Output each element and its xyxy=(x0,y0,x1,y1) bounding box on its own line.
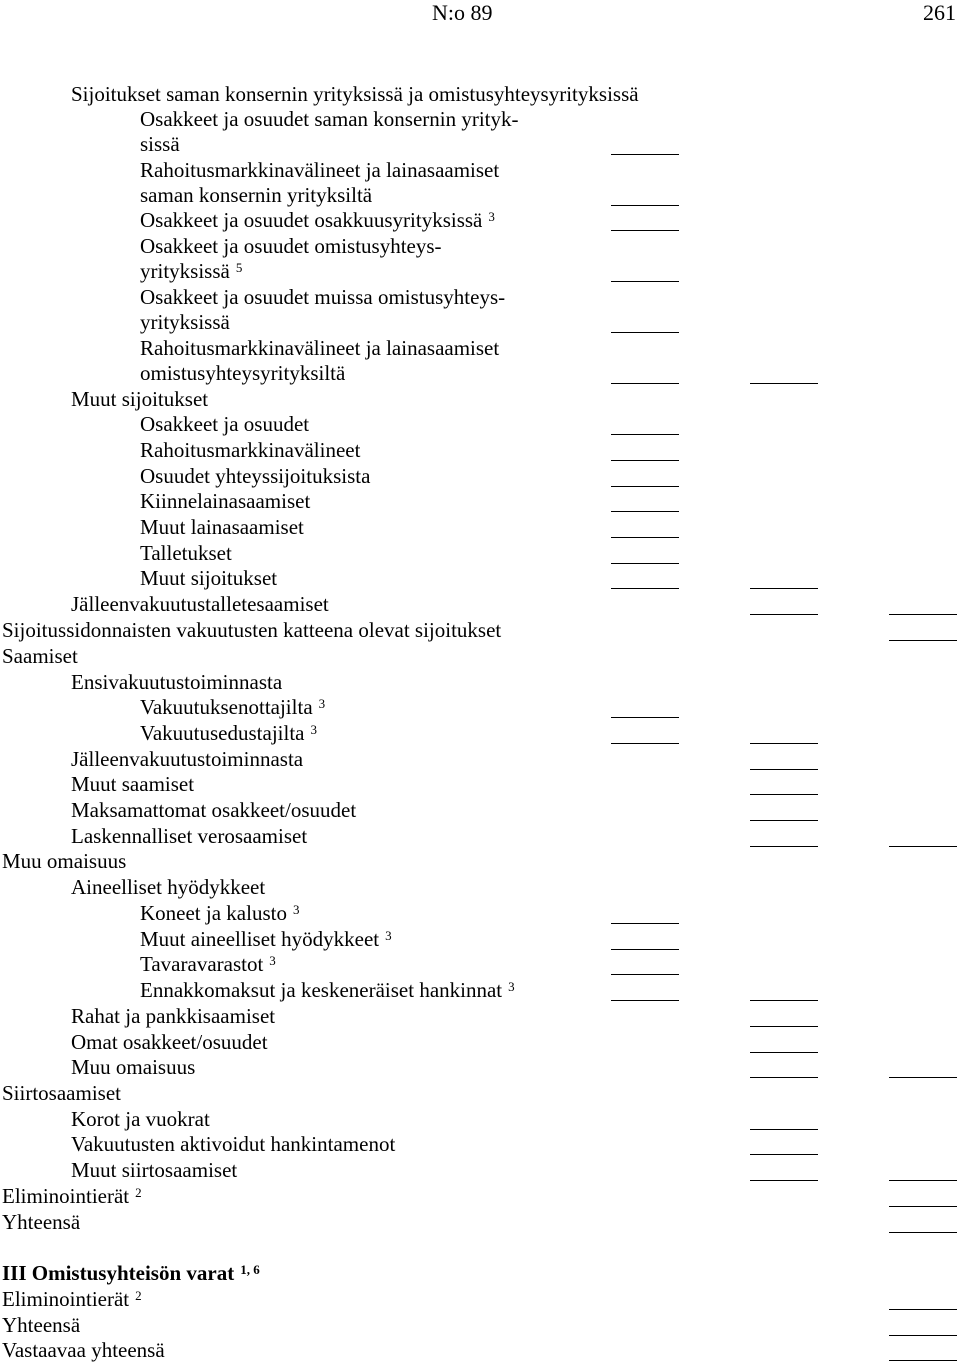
footnote-marker: 5 xyxy=(235,260,243,275)
amount-blank-col1 xyxy=(611,281,679,282)
line-label: Koneet ja kalusto $^3$ xyxy=(140,901,300,925)
amount-blank-col3 xyxy=(889,640,957,641)
amount-blank-col3 xyxy=(889,1335,957,1336)
line-label: Tavaravarastot $^3$ xyxy=(140,952,276,976)
amount-blank-col1 xyxy=(611,923,679,924)
line-label: Maksamattomat osakkeet/osuudet xyxy=(71,798,357,822)
line-label: Yhteensä xyxy=(2,1313,81,1337)
amount-blank-col1 xyxy=(611,743,679,744)
amount-blank-col2 xyxy=(750,1077,818,1078)
line-label: Rahat ja pankkisaamiset xyxy=(71,1004,276,1028)
line-label: Vakuutusten aktivoidut hankintamenot xyxy=(71,1132,396,1156)
amount-blank-col1 xyxy=(611,154,679,155)
amount-blank-col3 xyxy=(889,614,957,615)
line-label: Eliminointierät $^2$ xyxy=(2,1287,142,1311)
line-label: Muut aineelliset hyödykkeet $^3$ xyxy=(140,927,392,951)
line-label: Osakkeet ja osuudet muissa omistusyhteys- xyxy=(140,285,506,309)
line-label: Sijoitussidonnaisten vakuutusten katteena olevat sijoitukset xyxy=(2,618,502,642)
amount-blank-col1 xyxy=(611,537,679,538)
line-label: Jälleenvakuutustalletesaamiset xyxy=(71,592,329,616)
amount-blank-col2 xyxy=(750,588,818,589)
amount-blank-col3 xyxy=(889,1360,957,1361)
amount-blank-col1 xyxy=(611,205,679,206)
line-label: Ensivakuutustoiminnasta xyxy=(71,670,283,694)
line-label: Muut sijoitukset xyxy=(71,387,209,411)
line-label: yrityksissä $^5$ xyxy=(140,259,243,283)
footnote-marker: 1, 6 xyxy=(240,1262,260,1277)
amount-blank-col3 xyxy=(889,1206,957,1207)
line-label: Jälleenvakuutustoiminnasta xyxy=(71,747,304,771)
line-label: Muut sijoitukset xyxy=(140,566,278,590)
line-label: Rahoitusmarkkinavälineet ja lainasaamiset xyxy=(140,336,500,360)
line-label: yrityksissä xyxy=(140,310,230,334)
amount-blank-col2 xyxy=(750,794,818,795)
line-label: Osakkeet ja osuudet omistusyhteys- xyxy=(140,234,442,258)
line-label: Vastaavaa yhteensä xyxy=(2,1338,165,1362)
line-label: Muut saamiset xyxy=(71,772,195,796)
amount-blank-col1 xyxy=(611,332,679,333)
amount-blank-col1 xyxy=(611,588,679,589)
amount-blank-col1 xyxy=(611,563,679,564)
line-label: Osakkeet ja osuudet saman konsernin yrityk- xyxy=(140,107,519,131)
line-label: saman konsernin yrityksiltä xyxy=(140,183,373,207)
amount-blank-col2 xyxy=(750,1180,818,1181)
footnote-marker: 3 xyxy=(292,902,300,917)
amount-blank-col2 xyxy=(750,820,818,821)
amount-blank-col1 xyxy=(611,230,679,231)
page-number: 261 xyxy=(923,0,956,25)
line-label: Osakkeet ja osuudet xyxy=(140,412,310,436)
line-label: Osuudet yhteyssijoituksista xyxy=(140,464,371,488)
footnote-marker: 2 xyxy=(135,1185,142,1200)
amount-blank-col1 xyxy=(611,460,679,461)
line-label: Rahoitusmarkkinavälineet xyxy=(140,438,361,462)
amount-blank-col2 xyxy=(750,1000,818,1001)
amount-blank-col3 xyxy=(889,1309,957,1310)
line-label: Rahoitusmarkkinavälineet ja lainasaamiset xyxy=(140,158,500,182)
footnote-marker: 3 xyxy=(488,209,495,224)
amount-blank-col2 xyxy=(750,1026,818,1027)
footnote-marker: 3 xyxy=(385,928,392,943)
line-label: Korot ja vuokrat xyxy=(71,1107,210,1131)
amount-blank-col1 xyxy=(611,434,679,435)
line-label: omistusyhteysyrityksiltä xyxy=(140,361,346,385)
amount-blank-col2 xyxy=(750,614,818,615)
amount-blank-col2 xyxy=(750,1129,818,1130)
footnote-marker: 3 xyxy=(318,696,326,711)
amount-blank-col2 xyxy=(750,846,818,847)
line-label: Sijoitukset saman konsernin yrityksissä ja omistusyhteysyrityksissä xyxy=(71,82,639,106)
amount-blank-col3 xyxy=(889,1077,957,1078)
page-header-left: N:o 89 xyxy=(432,0,493,25)
line-label: Yhteensä xyxy=(2,1210,81,1234)
line-label: Muu omaisuus xyxy=(71,1055,196,1079)
line-label: Talletukset xyxy=(140,541,232,565)
line-label: Osakkeet ja osuudet osakkuusyrityksissä $^3$ xyxy=(140,208,495,232)
amount-blank-col2 xyxy=(750,743,818,744)
line-label: Eliminointierät $^2$ xyxy=(2,1184,142,1208)
footnote-marker: 3 xyxy=(508,979,515,994)
line-label: Vakuutusedustajilta $^3$ xyxy=(140,721,317,745)
amount-blank-col2 xyxy=(750,383,818,384)
amount-blank-col1 xyxy=(611,511,679,512)
line-label: Saamiset xyxy=(2,644,78,668)
line-label: sissä xyxy=(140,132,180,156)
amount-blank-col1 xyxy=(611,717,679,718)
amount-blank-col1 xyxy=(611,1000,679,1001)
line-label: Omat osakkeet/osuudet xyxy=(71,1030,268,1054)
amount-blank-col2 xyxy=(750,769,818,770)
footnote-marker: 2 xyxy=(135,1288,142,1303)
footnote-marker: 3 xyxy=(310,722,317,737)
line-label: III Omistusyhteisön varat $^{1, 6}$ xyxy=(2,1261,260,1285)
footnote-marker: 3 xyxy=(269,953,276,968)
line-label: Muu omaisuus xyxy=(2,849,127,873)
amount-blank-col1 xyxy=(611,974,679,975)
line-label: Siirtosaamiset xyxy=(2,1081,121,1105)
amount-blank-col3 xyxy=(889,846,957,847)
line-label: Laskennalliset verosaamiset xyxy=(71,824,308,848)
amount-blank-col2 xyxy=(750,1052,818,1053)
amount-blank-col1 xyxy=(611,949,679,950)
amount-blank-col2 xyxy=(750,1154,818,1155)
line-label: Kiinnelainasaamiset xyxy=(140,489,311,513)
line-label: Aineelliset hyödykkeet xyxy=(71,875,266,899)
amount-blank-col1 xyxy=(611,383,679,384)
amount-blank-col3 xyxy=(889,1232,957,1233)
amount-blank-col3 xyxy=(889,1180,957,1181)
amount-blank-col1 xyxy=(611,486,679,487)
line-label: Muut siirtosaamiset xyxy=(71,1158,238,1182)
line-label: Vakuutuksenottajilta $^3$ xyxy=(140,695,326,719)
line-label: Ennakkomaksut ja keskeneräiset hankinnat $^3$ xyxy=(140,978,515,1002)
line-label: Muut lainasaamiset xyxy=(140,515,304,539)
